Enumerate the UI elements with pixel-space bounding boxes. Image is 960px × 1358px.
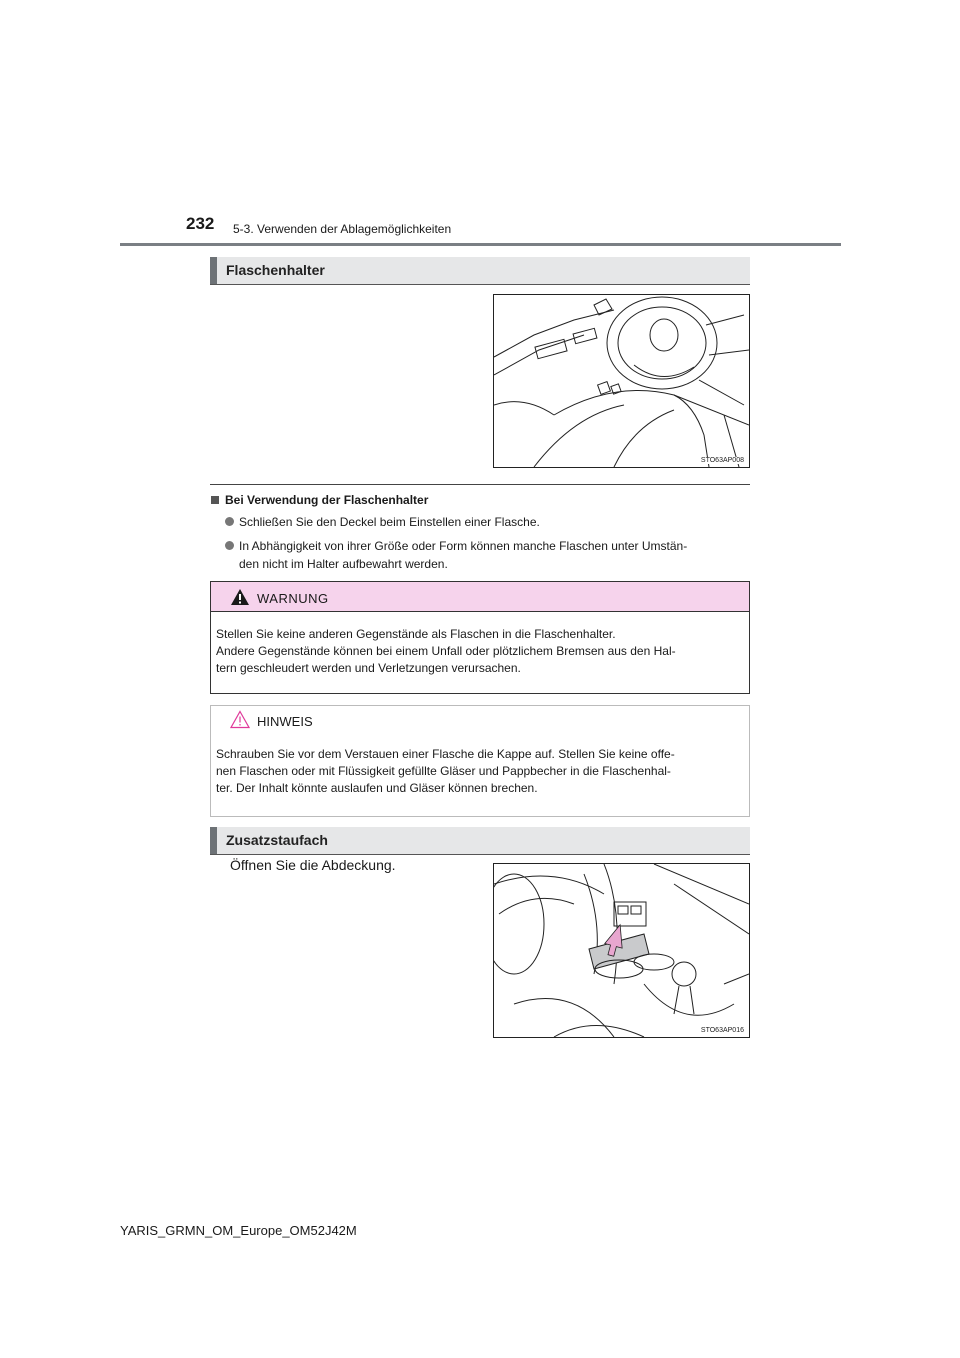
section-heading-label: Zusatzstaufach xyxy=(226,832,328,848)
bullet-dot-icon xyxy=(225,517,234,526)
bullet-text: In Abhängigkeit von ihrer Größe oder Form können manche Flaschen unter Umstän- xyxy=(239,539,688,553)
section-title: 5-3. Verwenden der Ablagemöglichkeiten xyxy=(233,222,452,236)
note-heading-text: Bei Verwendung der Flaschenhalter xyxy=(225,493,429,507)
hint-header xyxy=(211,706,749,736)
hint-label: HINWEIS xyxy=(257,714,313,729)
warning-line: Andere Gegenstände können bei einem Unfall oder plötzlichem Bremsen aus den Hal- xyxy=(216,644,676,658)
hint-line: Schrauben Sie vor dem Verstauen einer Flasche die Kappe auf. Stellen Sie keine offe- xyxy=(216,747,675,761)
bullet-dot-icon xyxy=(225,541,234,550)
warning-header xyxy=(211,582,749,612)
caution-triangle-icon xyxy=(230,710,250,729)
section-heading-label: Flaschenhalter xyxy=(226,262,325,278)
section-heading-bottle-holder xyxy=(210,257,750,285)
bullet-text-continued: den nicht im Halter aufbewahrt werden. xyxy=(239,557,448,571)
warning-body xyxy=(211,612,749,677)
bottle-holder-drawing xyxy=(494,295,749,467)
header-divider xyxy=(120,243,841,246)
hint-body xyxy=(211,736,749,797)
section-accent xyxy=(210,257,217,284)
hint-box xyxy=(210,705,750,817)
hint-line: ter. Der Inhalt könnte auslaufen und Gläser können brechen. xyxy=(216,781,538,795)
note-heading xyxy=(211,493,428,507)
bullet-text: Schließen Sie den Deckel beim Einstellen einer Flasche. xyxy=(239,515,540,529)
warning-label: WARNUNG xyxy=(257,591,329,606)
step-instruction: Öffnen Sie die Abdeckung. xyxy=(230,857,396,873)
note-square-icon xyxy=(211,496,219,504)
section-accent xyxy=(210,827,217,854)
note-divider xyxy=(210,484,750,485)
hint-line: nen Flaschen oder mit Flüssigkeit gefüllte Gläser und Pappbecher in die Flaschenhal- xyxy=(216,764,671,778)
bottle-holder-illustration xyxy=(493,294,750,468)
bullet-item xyxy=(225,513,750,531)
bullet-item xyxy=(225,537,750,573)
warning-line: tern geschleudert werden und Verletzungen verursachen. xyxy=(216,661,521,675)
document-id: YARIS_GRMN_OM_Europe_OM52J42M xyxy=(120,1223,357,1238)
auxiliary-box-illustration xyxy=(493,863,750,1038)
warning-box xyxy=(210,581,750,694)
figure-code: STO63AP016 xyxy=(700,1027,744,1034)
warning-line: Stellen Sie keine anderen Gegenstände als Flaschen in die Flaschenhalter. xyxy=(216,627,616,641)
figure-code: STO63AP008 xyxy=(700,457,744,464)
auxiliary-box-drawing xyxy=(494,864,749,1037)
page-number: 232 xyxy=(186,214,215,233)
warning-triangle-icon xyxy=(230,588,250,606)
section-heading-auxiliary-box xyxy=(210,827,750,855)
